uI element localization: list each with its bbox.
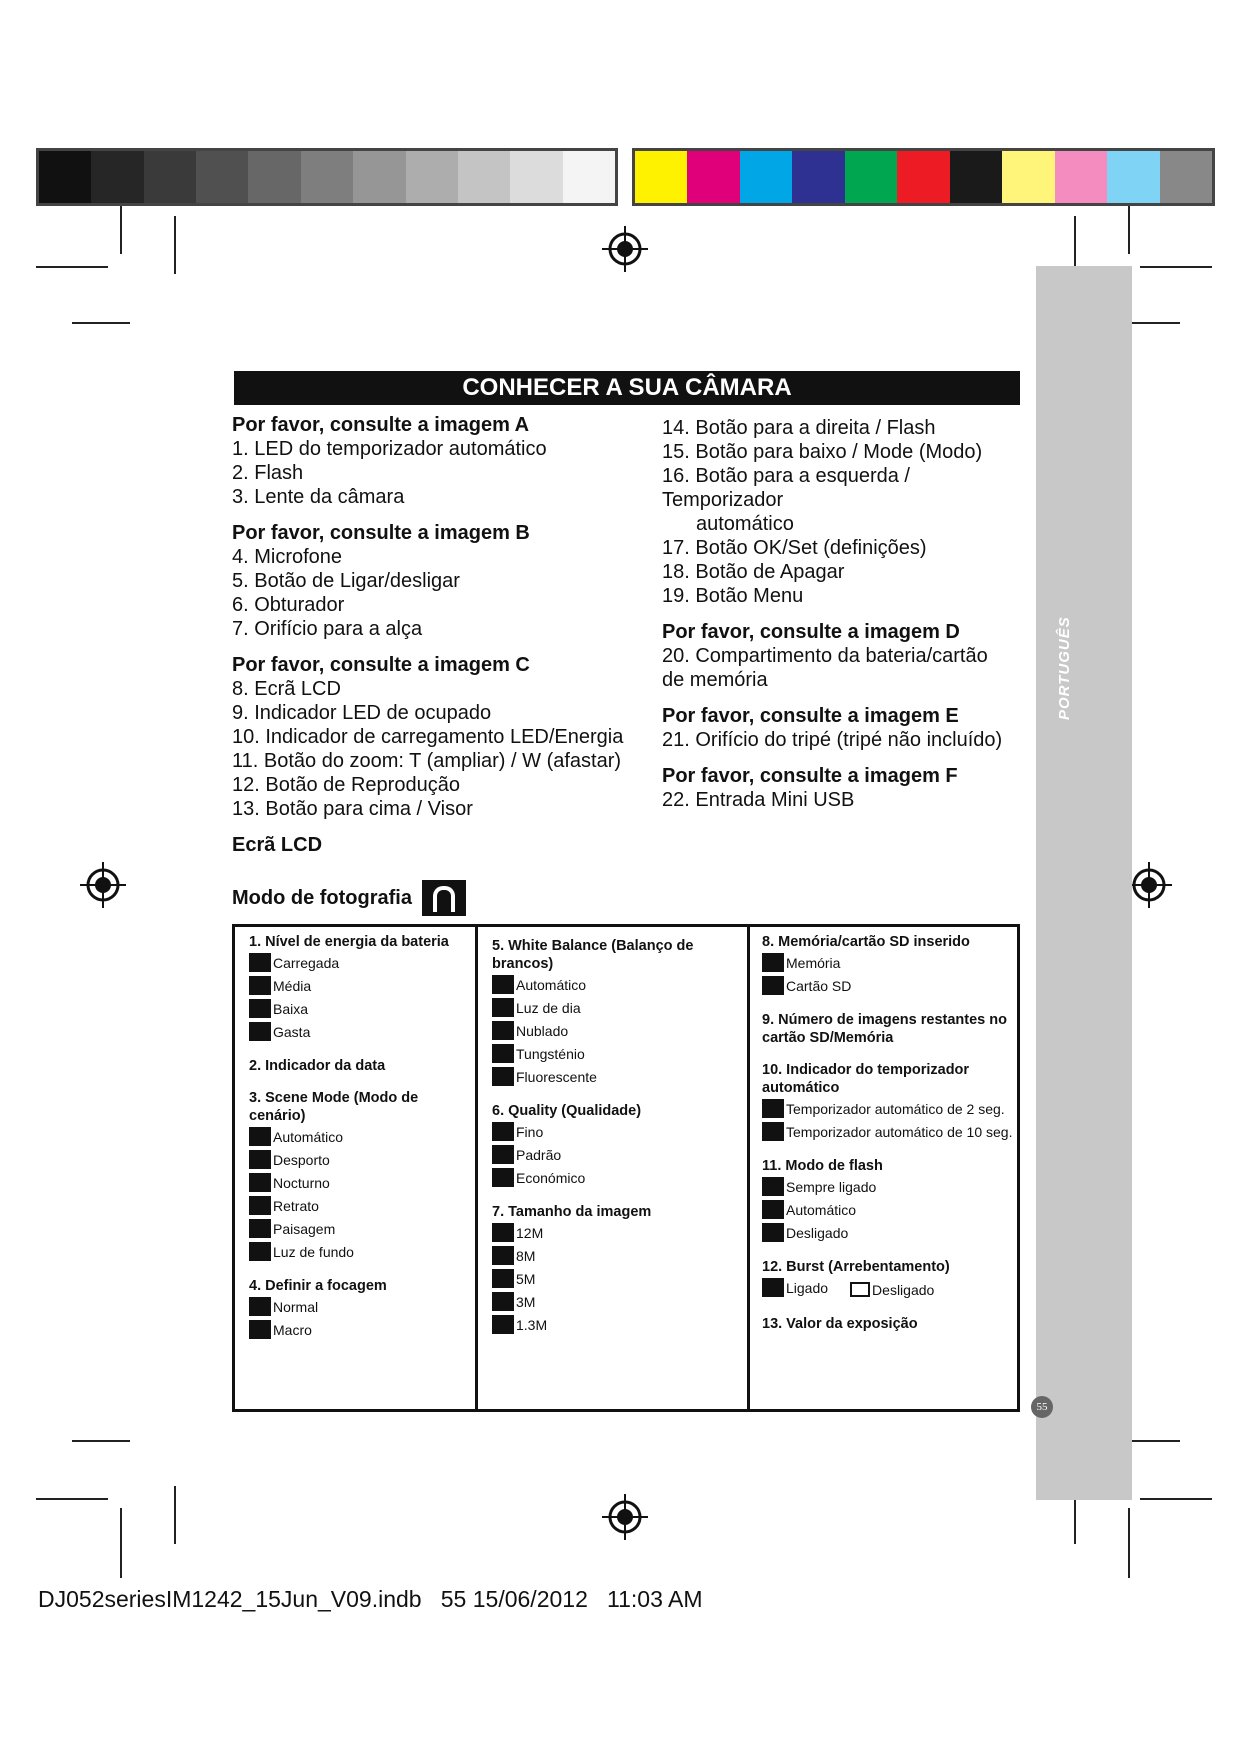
table-row-label: Fluorescente bbox=[516, 1068, 597, 1085]
lcd-symbol-icon bbox=[249, 1242, 271, 1261]
table-row bbox=[762, 1276, 828, 1299]
table-row bbox=[492, 1019, 747, 1042]
list-item: 6. Obturador bbox=[232, 594, 345, 616]
table-section-title: 6. Quality (Qualidade) bbox=[492, 1103, 642, 1119]
list-item: 20. Compartimento da bateria/cartão bbox=[662, 645, 988, 667]
list-item: 12. Botão de Reprodução bbox=[232, 774, 460, 796]
table-row-label: Carregada bbox=[273, 954, 340, 971]
list-item: 11. Botão do zoom: T (ampliar) / W (afastar) bbox=[232, 750, 622, 772]
list-item: 19. Botão Menu bbox=[662, 585, 804, 607]
lcd-symbol-icon bbox=[762, 1278, 784, 1297]
crop-mark bbox=[72, 1440, 130, 1442]
list-item: 13. Botão para cima / Visor bbox=[232, 798, 473, 820]
lcd-symbol-icon bbox=[249, 1150, 271, 1169]
color-swatch bbox=[353, 151, 405, 203]
lcd-symbol-icon bbox=[492, 975, 514, 994]
table-section-title: 10. Indicador do temporizador automático bbox=[762, 1062, 970, 1096]
lcd-symbol-icon bbox=[492, 1067, 514, 1086]
table-row-label: Normal bbox=[273, 1298, 319, 1315]
table-section-title: 7. Tamanho da imagem bbox=[492, 1204, 652, 1220]
lcd-symbol-icon bbox=[492, 1044, 514, 1063]
crop-mark bbox=[36, 266, 108, 268]
table-row bbox=[492, 1221, 747, 1244]
table-row bbox=[762, 1198, 1017, 1221]
lcd-symbol-icon bbox=[762, 1099, 784, 1118]
lcd-symbol-icon bbox=[492, 1145, 514, 1164]
table-row bbox=[249, 1171, 475, 1194]
table-row bbox=[249, 1125, 475, 1148]
table-row-label: 3M bbox=[516, 1293, 536, 1310]
section-heading: Por favor, consulte a imagem F bbox=[662, 765, 958, 787]
table-row-label: Gasta bbox=[273, 1023, 311, 1040]
lcd-symbol-icon bbox=[492, 998, 514, 1017]
table-row-label: Desporto bbox=[273, 1151, 330, 1168]
table-row bbox=[492, 1313, 747, 1336]
table-row-label: Fino bbox=[516, 1123, 544, 1140]
crop-mark bbox=[120, 206, 122, 254]
crop-mark bbox=[120, 1508, 122, 1578]
list-item: 3. Lente da câmara bbox=[232, 486, 405, 508]
table-row bbox=[249, 1020, 475, 1043]
list-item: Temporizador bbox=[662, 489, 784, 511]
lcd-symbol-icon bbox=[492, 1168, 514, 1187]
crop-mark bbox=[174, 1486, 176, 1544]
color-swatch bbox=[458, 151, 510, 203]
list-item: automático bbox=[696, 513, 794, 535]
table-row-label: Automático bbox=[516, 976, 587, 993]
table-row bbox=[249, 1148, 475, 1171]
section-heading: Por favor, consulte a imagem A bbox=[232, 414, 530, 436]
lcd-symbol-icon bbox=[249, 976, 271, 995]
list-item: 4. Microfone bbox=[232, 546, 343, 568]
table-row-label: Luz de dia bbox=[516, 999, 581, 1016]
list-item: 2. Flash bbox=[232, 462, 304, 484]
list-item: 9. Indicador LED de ocupado bbox=[232, 702, 492, 724]
table-row-label: Nublado bbox=[516, 1022, 569, 1039]
lcd-symbol-icon bbox=[492, 1021, 514, 1040]
grey-calibration-bar bbox=[36, 148, 618, 206]
mode-heading bbox=[232, 880, 466, 916]
color-swatch bbox=[301, 151, 353, 203]
list-item: 7. Orifício para a alça bbox=[232, 618, 423, 640]
table-row-label: Económico bbox=[516, 1169, 586, 1186]
table-section-title: 9. Número de imagens restantes no cartão SD/Memória bbox=[762, 1012, 1007, 1046]
left-text-column bbox=[232, 413, 652, 857]
section-heading: Por favor, consulte a imagem D bbox=[662, 621, 960, 643]
color-swatch bbox=[740, 151, 792, 203]
table-row-label: Sempre ligado bbox=[786, 1178, 877, 1195]
table-row-label: Desligado bbox=[786, 1224, 849, 1241]
section-heading: Por favor, consulte a imagem E bbox=[662, 705, 959, 727]
color-swatch bbox=[950, 151, 1002, 203]
lcd-symbol-icon bbox=[249, 953, 271, 972]
color-calibration-bar bbox=[632, 148, 1215, 206]
table-section-title: 1. Nível de energia da bateria bbox=[249, 934, 449, 950]
table-section-title: 13. Valor da exposição bbox=[762, 1316, 918, 1332]
color-swatch bbox=[635, 151, 687, 203]
color-swatch bbox=[897, 151, 949, 203]
table-row bbox=[492, 1143, 747, 1166]
registration-mark-icon bbox=[602, 226, 648, 272]
table-row-label: 5M bbox=[516, 1270, 536, 1287]
list-item: 10. Indicador de carregamento LED/Energia bbox=[232, 726, 624, 748]
table-row bbox=[492, 1065, 747, 1088]
table-row-label: Automático bbox=[786, 1201, 857, 1218]
table-row-label: Padrão bbox=[516, 1146, 562, 1163]
table-row bbox=[249, 974, 475, 997]
lcd-symbol-icon bbox=[492, 1269, 514, 1288]
lcd-symbol-icon bbox=[249, 1219, 271, 1238]
table-row bbox=[762, 1097, 1017, 1120]
table-row bbox=[492, 1120, 747, 1143]
table-row-label: 8M bbox=[516, 1247, 536, 1264]
color-swatch bbox=[196, 151, 248, 203]
table-row-label: Macro bbox=[273, 1321, 312, 1338]
section-heading: Por favor, consulte a imagem C bbox=[232, 654, 530, 676]
table-row bbox=[850, 1278, 934, 1301]
list-item: 18. Botão de Apagar bbox=[662, 561, 845, 583]
table-row bbox=[762, 951, 1017, 974]
mode-label: Modo de fotografia bbox=[232, 886, 412, 909]
color-swatch bbox=[248, 151, 300, 203]
list-item: 5. Botão de Ligar/desligar bbox=[232, 570, 460, 592]
section-title: CONHECER A SUA CÂMARA bbox=[234, 371, 1020, 405]
table-row bbox=[492, 1267, 747, 1290]
lcd-symbol-icon bbox=[762, 1177, 784, 1196]
color-swatch bbox=[1160, 151, 1212, 203]
color-swatch bbox=[1107, 151, 1159, 203]
page-number: 55 bbox=[1031, 1396, 1053, 1418]
table-section-title: 12. Burst (Arrebentamento) bbox=[762, 1259, 950, 1275]
table-row bbox=[762, 1221, 1017, 1244]
lcd-symbol-icon bbox=[249, 999, 271, 1018]
color-swatch bbox=[144, 151, 196, 203]
table-row bbox=[492, 1290, 747, 1313]
table-row-label: Baixa bbox=[273, 1000, 309, 1017]
table-section-title: 11. Modo de flash bbox=[762, 1158, 883, 1174]
registration-mark-icon bbox=[80, 862, 126, 908]
crop-mark bbox=[72, 322, 130, 324]
table-row bbox=[492, 1042, 747, 1065]
section-heading: Por favor, consulte a imagem B bbox=[232, 522, 530, 544]
table-row-label: Retrato bbox=[273, 1197, 319, 1214]
table-section-title: 5. White Balance (Balanço de brancos) bbox=[492, 938, 694, 972]
lcd-symbol-icon bbox=[492, 1292, 514, 1311]
lcd-symbol-icon bbox=[850, 1282, 870, 1297]
table-row bbox=[762, 1120, 1017, 1143]
table-row-label: 12M bbox=[516, 1224, 544, 1241]
table-column bbox=[235, 927, 475, 1409]
crop-mark bbox=[1140, 266, 1212, 268]
table-row-label: Cartão SD bbox=[786, 977, 852, 994]
table-section-title: 3. Scene Mode (Modo de cenário) bbox=[249, 1090, 419, 1124]
table-row bbox=[249, 997, 475, 1020]
table-section-title: 8. Memória/cartão SD inserido bbox=[762, 934, 970, 950]
color-swatch bbox=[1002, 151, 1054, 203]
table-row bbox=[492, 1166, 747, 1189]
lcd-symbol-icon bbox=[762, 953, 784, 972]
lcd-symbol-icon bbox=[492, 1246, 514, 1265]
section-heading: Ecrã LCD bbox=[232, 834, 323, 856]
color-swatch bbox=[845, 151, 897, 203]
print-footer: DJ052seriesIM1242_15Jun_V09.indb 55 15/06/2012 11:03 AM bbox=[38, 1586, 703, 1612]
color-swatch bbox=[563, 151, 615, 203]
crop-mark bbox=[1128, 206, 1130, 254]
lcd-symbol-icon bbox=[249, 1196, 271, 1215]
list-item: de memória bbox=[662, 669, 768, 691]
table-row-label: Luz de fundo bbox=[273, 1243, 354, 1260]
crop-mark bbox=[36, 1498, 108, 1500]
table-row bbox=[249, 1318, 475, 1341]
right-text-column bbox=[662, 416, 1032, 812]
table-row-label: Temporizador automático de 2 seg. bbox=[786, 1100, 1005, 1117]
table-row-label: Nocturno bbox=[273, 1174, 330, 1191]
lcd-symbol-icon bbox=[249, 1320, 271, 1339]
lcd-icon-table bbox=[232, 924, 1020, 1412]
crop-mark bbox=[174, 216, 176, 274]
lcd-symbol-icon bbox=[762, 976, 784, 995]
table-column bbox=[747, 927, 1017, 1409]
lcd-symbol-icon bbox=[249, 1173, 271, 1192]
table-section-title: 2. Indicador da data bbox=[249, 1058, 386, 1074]
table-section-title: 4. Definir a focagem bbox=[249, 1278, 387, 1294]
color-swatch bbox=[687, 151, 739, 203]
language-strip bbox=[1036, 266, 1132, 1500]
color-swatch bbox=[510, 151, 562, 203]
registration-mark-icon bbox=[1126, 862, 1172, 908]
table-row-label: Automático bbox=[273, 1128, 344, 1145]
table-row bbox=[762, 1175, 1017, 1198]
table-row-label: Memória bbox=[786, 954, 841, 971]
table-row bbox=[762, 974, 1017, 997]
lcd-symbol-icon bbox=[249, 1297, 271, 1316]
lcd-symbol-icon bbox=[762, 1223, 784, 1242]
table-row-label: Desligado bbox=[872, 1281, 935, 1298]
table-row bbox=[492, 1244, 747, 1267]
lcd-symbol-icon bbox=[249, 1022, 271, 1041]
crop-mark bbox=[1128, 1508, 1130, 1578]
color-swatch bbox=[406, 151, 458, 203]
table-row bbox=[249, 1217, 475, 1240]
lcd-symbol-icon bbox=[492, 1122, 514, 1141]
color-swatch bbox=[792, 151, 844, 203]
list-item: 8. Ecrã LCD bbox=[232, 678, 341, 700]
lcd-symbol-icon bbox=[492, 1223, 514, 1242]
lcd-symbol-icon bbox=[492, 1315, 514, 1334]
registration-mark-icon bbox=[602, 1494, 648, 1540]
lcd-symbol-icon bbox=[762, 1200, 784, 1219]
table-row-label: 1.3M bbox=[516, 1316, 548, 1333]
table-row bbox=[249, 1240, 475, 1263]
table-row bbox=[249, 1194, 475, 1217]
table-row-label: Ligado bbox=[786, 1279, 829, 1296]
table-row-label: Paisagem bbox=[273, 1220, 336, 1237]
table-row-label: Tungsténio bbox=[516, 1045, 585, 1062]
table-row bbox=[492, 996, 747, 1019]
list-item: 1. LED do temporizador automático bbox=[232, 438, 547, 460]
list-item: 16. Botão para a esquerda / bbox=[662, 465, 910, 487]
list-item: 15. Botão para baixo / Mode (Modo) bbox=[662, 441, 983, 463]
table-row bbox=[249, 1295, 475, 1318]
table-row-label: Temporizador automático de 10 seg. bbox=[786, 1123, 1013, 1140]
list-item: 21. Orifício do tripé (tripé não incluído) bbox=[662, 729, 1003, 751]
table-column bbox=[475, 927, 747, 1409]
list-item: 14. Botão para a direita / Flash bbox=[662, 417, 936, 439]
photo-mode-icon bbox=[422, 880, 466, 916]
table-row-label: Média bbox=[273, 977, 312, 994]
lcd-symbol-icon bbox=[249, 1127, 271, 1146]
list-item: 17. Botão OK/Set (definições) bbox=[662, 537, 927, 559]
table-row bbox=[492, 973, 747, 996]
lcd-symbol-icon bbox=[762, 1122, 784, 1141]
color-swatch bbox=[39, 151, 91, 203]
table-row bbox=[249, 951, 475, 974]
crop-mark bbox=[1140, 1498, 1212, 1500]
color-swatch bbox=[91, 151, 143, 203]
color-swatch bbox=[1055, 151, 1107, 203]
list-item: 22. Entrada Mini USB bbox=[662, 789, 855, 811]
